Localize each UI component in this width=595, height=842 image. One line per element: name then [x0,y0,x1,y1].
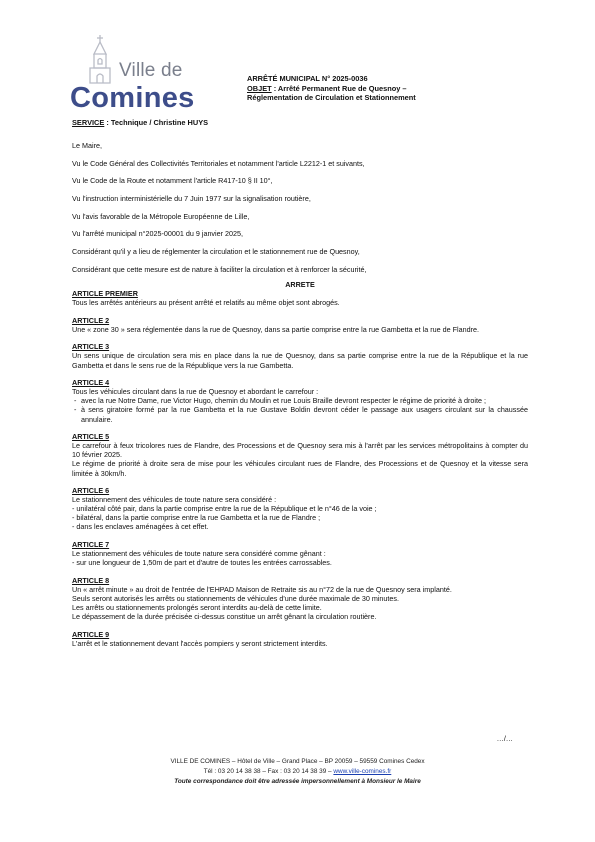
article-2-title: ARTICLE 2 [72,315,110,325]
website-link[interactable]: www.ville-comines.fr [333,768,392,775]
article-4-text: Tous les véhicules circulant dans la rue de Quesnoy et abordant le carrefour : [72,387,319,397]
intro-maire: Le Maire, [72,141,102,150]
footer-phone-fax: Tél : 03 20 14 38 38 – Fax : 03 20 14 38 39 – [203,768,334,775]
article-6-text-4: - dans les enclaves aménagées à cet effet. [72,522,209,532]
article-6-text-2: - unilatéral côté pair, dans la partie comprise entre la rue de la République et le n°46 de la voie ; [72,504,377,514]
article-4-list [72,396,528,423]
article-9-text: L'arrêt et le stationnement devant l'accès pompiers y seront strictement interdits. [72,638,328,648]
decree-header [247,74,567,103]
logo-comines: Comines [70,82,195,114]
visa-item: Vu l'arrêté municipal n°2025-00001 du 9 janvier 2025, [72,229,244,239]
article-3-text: Un sens unique de circulation sera mis en place dans la rue de Quesnoy, dans sa partie comprise entre la rue de la République et la rue Gambetta et dans le sens rue de la République vers la rue Gambetta. [72,351,528,370]
service-text: : Technique / Christine HUYS [104,118,209,127]
decree-object-line2: Réglementation de Circulation et Stationnement [247,93,416,103]
object-text: : Arrêté Permanent Rue de Quesnoy – [271,83,407,93]
article-8-text-3: Les arrêts ou stationnements prolongés seront interdits au-delà de cette limite. [72,603,322,613]
footer-notice: Toute correspondance doit être adressée impersonnellement à Monsieur le Maire [174,778,421,785]
article-7-text: Le stationnement des véhicules de toute nature sera considéré comme gênant : [72,549,326,559]
article-8-text-4: Le dépassement de la durée précisée ci-dessus constitue un arrêt gênant la circulation routière. [72,612,377,622]
article-8-text: Un « arrêt minute » au droit de l'entrée de l'EHPAD Maison de Retraite sis au n°72 de la rue de Quesnoy sera implanté. [72,584,452,594]
object-label: OBJET [247,83,272,93]
article-5-title: ARTICLE 5 [72,432,110,442]
article-2-text: Une « zone 30 » sera réglementée dans la rue de Quesnoy, dans sa partie comprise entre la rue Gambetta et la rue de Flandre. [72,324,479,334]
decree-object [247,84,567,94]
article-8-text-2: Seuls seront autorisés les arrêts ou stationnements de véhicules d'une durée maximale de 30 minutes. [72,594,399,604]
visa-item: Considérant que cette mesure est de nature à faciliter la circulation et à renforcer la sécurité, [72,264,367,274]
visa-item: Vu l'instruction interministérielle du 7 Juin 1977 sur la signalisation routière, [72,194,311,204]
visa-item: Considérant qu'il y a lieu de réglementer la circulation et le stationnement rue de Quesnoy, [72,247,360,257]
footer [0,757,595,787]
decree-body [72,141,528,648]
continued-marker: …/… [496,734,513,743]
article-5-text: Le carrefour à feux tricolores rues de Flandre, des Processions et de Quesnoy sera mis à l'arrêt par les services métropolitains à compter du 10 février 2025. [72,441,528,460]
list-item: - à sens giratoire formé par la rue Gambetta et la rue Gustave Boldin devront céder le passage aux usagers circulant sur la chaussée annulaire. [72,405,528,423]
visa-item: Vu l'avis favorable de la Métropole Européenne de Lille, [72,211,250,221]
article-7-text-2: - sur une longueur de 1,50m de part et d'autre de toutes les entrées carrossables. [72,558,332,568]
article-6-text: Le stationnement des véhicules de toute nature sera considéré : [72,495,277,505]
list-item: - avec la rue Notre Dame, rue Victor Hugo, chemin du Moulin et rue Louis Braille devront respecter le régime de priorité à droite ; [72,396,528,405]
visa-item: Vu le Code de la Route et notamment l'article R417-10 § II 10°, [72,176,273,186]
church-tower-icon [86,34,114,84]
decree-number: ARRÊTÉ MUNICIPAL N° 2025-0036 [247,74,368,83]
arrete-heading: ARRETE [285,279,315,289]
footer-address: VILLE DE COMINES – Hôtel de Ville – Grand Place – BP 20059 – 59559 Comines Cedex [170,758,425,765]
article-1-text: Tous les arrêtés antérieurs au présent arrêté et relatifs au même objet sont abrogés. [72,298,340,308]
article-6-text-3: - bilatéral, dans la partie comprise entre la rue Gambetta et la rue de Flandre ; [72,513,321,523]
article-7-title: ARTICLE 7 [72,540,110,550]
visa-item: Vu le Code Général des Collectivités Territoriales et notamment l'article L2212-1 et suivants, [72,158,365,168]
article-6-title: ARTICLE 6 [72,486,110,496]
article-5-text-2: Le régime de priorité à droite sera de mise pour les véhicules circulant rues de Flandre, des Processions et de Quesnoy et la vitesse sera limitée à 30km/h. [72,459,528,478]
article-4-title: ARTICLE 4 [72,378,110,388]
city-logo [70,34,195,116]
article-3-title: ARTICLE 3 [72,342,110,352]
service-line [72,118,208,127]
footer-contact [0,767,595,777]
article-1-title: ARTICLE PREMIER [72,289,138,298]
service-label: SERVICE [72,118,105,127]
preamble [72,141,528,274]
article-9-title: ARTICLE 9 [72,629,110,639]
article-8-title: ARTICLE 8 [72,575,110,585]
logo-ville-de: Ville de [119,60,183,81]
